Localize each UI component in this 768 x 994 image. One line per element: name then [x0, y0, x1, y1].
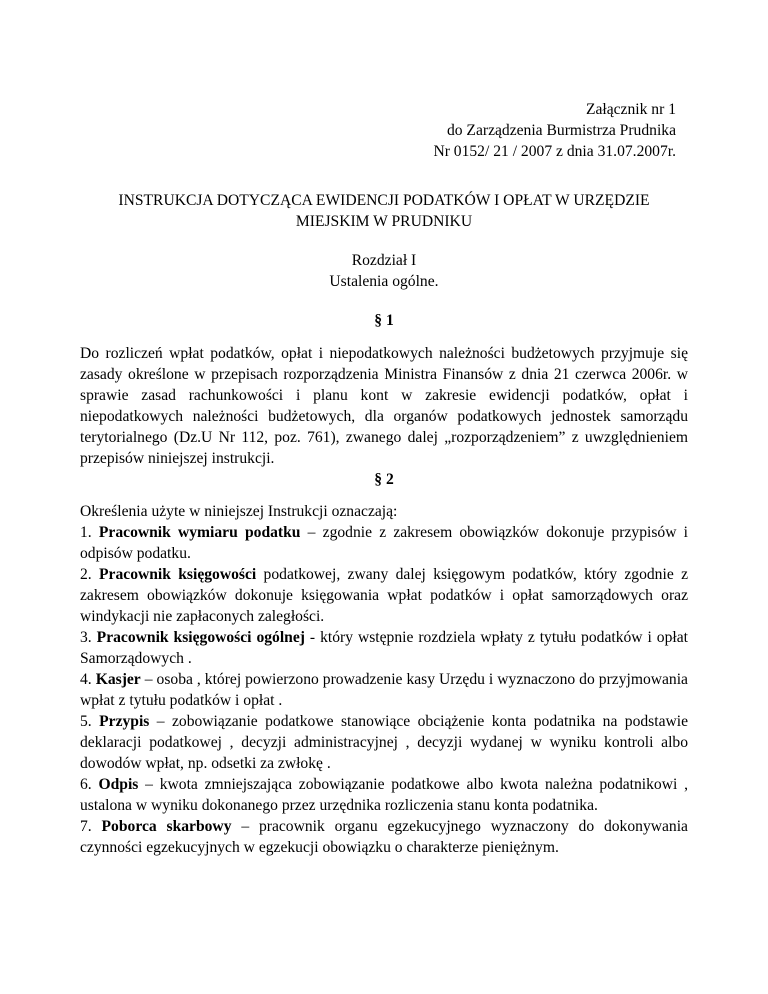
attachment-ordinance: do Zarządzenia Burmistrza Prudnika — [446, 122, 676, 139]
chapter-number: Rozdział I — [351, 252, 417, 269]
document-title — [80, 190, 688, 232]
attachment-ordinance-number: Nr 0152/ 21 / 2007 z dnia 31.07.2007r. — [433, 143, 676, 160]
definition-text: – pracownik organu egzekucyjnego wyznaczony do dokonywania czynności egzekucyjnych w egzekucji obowiązku o charakterze pieniężnym. — [80, 818, 688, 856]
definition-text: – zobowiązanie podatkowe stanowiące obciążenie konta podatnika na podstawie deklaracji podatkowej , decyzji administracyjnej , decyzji wydanej w wyniku kontroli albo dowodów wpłat, np. odsetki za zwłokę . — [80, 713, 688, 772]
definition-item: 2. Pracownik księgowości podatkowej, zwany dalej księgowym podatków, który zgodnie z zakresem obowiązków dokonuje księgowania wpłat podatków i opłat samorządowych oraz windykacji nie zapłaconych zaległości. — [80, 566, 688, 625]
section-1-mark: § 1 — [374, 312, 394, 329]
section-2-mark: § 2 — [374, 471, 394, 488]
definition-item: 5. Przypis – zobowiązanie podatkowe stanowiące obciążenie konta podatnika na podstawie deklaracji podatkowej , decyzji administracyjnej , decyzji wydanej w wyniku kontroli albo dowodów wpłat, np. odsetki za zwłokę . — [80, 713, 688, 772]
definition-item: 3. Pracownik księgowości ogólnej - który wstępnie rozdziela wpłaty z tytułu podatków i opłat Samorządowych . — [80, 629, 688, 667]
section-2-intro: Określenia użyte w niniejszej Instrukcji oznaczają: — [80, 503, 398, 520]
definition-item: 6. Odpis – kwota zmniejszająca zobowiązanie podatkowe albo kwota należna podatnikowi , ustalona w wyniku dokonanego przez urzędnika rozliczenia stanu konta podatnika. — [80, 776, 688, 814]
chapter-heading — [80, 250, 688, 292]
definition-item: 1. Pracownik wymiaru podatku – zgodnie z zakresem obowiązków dokonuje przypisów i odpisów podatku. — [80, 524, 688, 562]
definition-term: Poborca skarbowy — [101, 818, 232, 835]
definition-text: – kwota zmniejszająca zobowiązanie podatkowe albo kwota należna podatnikowi , ustalona w wyniku dokonanego przez urzędnika rozliczenia stanu konta podatnika. — [80, 776, 688, 814]
definition-item: 7. Poborca skarbowy – pracownik organu egzekucyjnego wyznaczony do dokonywania czynności egzekucyjnych w egzekucji obowiązku o charakterze pieniężnym. — [80, 818, 688, 856]
definition-term: Przypis — [99, 713, 150, 730]
attachment-header — [433, 99, 676, 162]
definition-text: – zgodnie z zakresem obowiązków dokonuje przypisów i odpisów podatku. — [80, 524, 688, 562]
definition-text: - który wstępnie rozdziela wpłaty z tytułu podatków i opłat Samorządowych . — [80, 629, 688, 667]
section-1-paragraph: Do rozliczeń wpłat podatków, opłat i niepodatkowych należności budżetowych przyjmuje się zasady określone w przepisach rozporządzenia Ministra Finansów z dnia 21 czerwca 2006r. w sprawie zasad rachunkowości i planu kont w zakresie ewidencji podatków, opłat i niepodatkowych należności budżetowych, dla organów podatkowych jednostek samorządu terytorialnego (Dz.U Nr 112, poz. 761), zwanego dalej „rozporządzeniem” z uwzględnieniem przepisów niniejszej instrukcji. — [80, 345, 688, 467]
definition-text: podatkowej, zwany dalej księgowym podatków, który zgodnie z zakresem obowiązków dokonuje księgowania wpłat podatków i opłat samorządowych oraz windykacji nie zapłaconych zaległości. — [80, 566, 688, 625]
title-line-1: INSTRUKCJA DOTYCZĄCA EWIDENCJI PODATKÓW I OPŁAT W URZĘDZIE — [118, 192, 650, 209]
section-2-body — [80, 501, 688, 858]
chapter-name: Ustalenia ogólne. — [329, 273, 439, 290]
definition-text: – osoba , której powierzono prowadzenie kasy Urzędu i wyznaczono do przyjmowania wpłat z tytułu podatków i opłat . — [80, 671, 688, 709]
definition-term: Kasjer — [95, 671, 141, 688]
definition-term: Pracownik księgowości — [99, 566, 257, 583]
definition-term: Pracownik księgowości ogólnej — [96, 629, 305, 646]
definition-term: Odpis — [98, 776, 139, 793]
title-line-2: MIEJSKIM W PRUDNIKU — [295, 213, 473, 230]
definition-item: 4. Kasjer – osoba , której powierzono prowadzenie kasy Urzędu i wyznaczono do przyjmowania wpłat z tytułu podatków i opłat . — [80, 671, 688, 709]
attachment-number: Załącznik nr 1 — [585, 101, 676, 118]
definition-term: Pracownik wymiaru podatku — [98, 524, 301, 541]
